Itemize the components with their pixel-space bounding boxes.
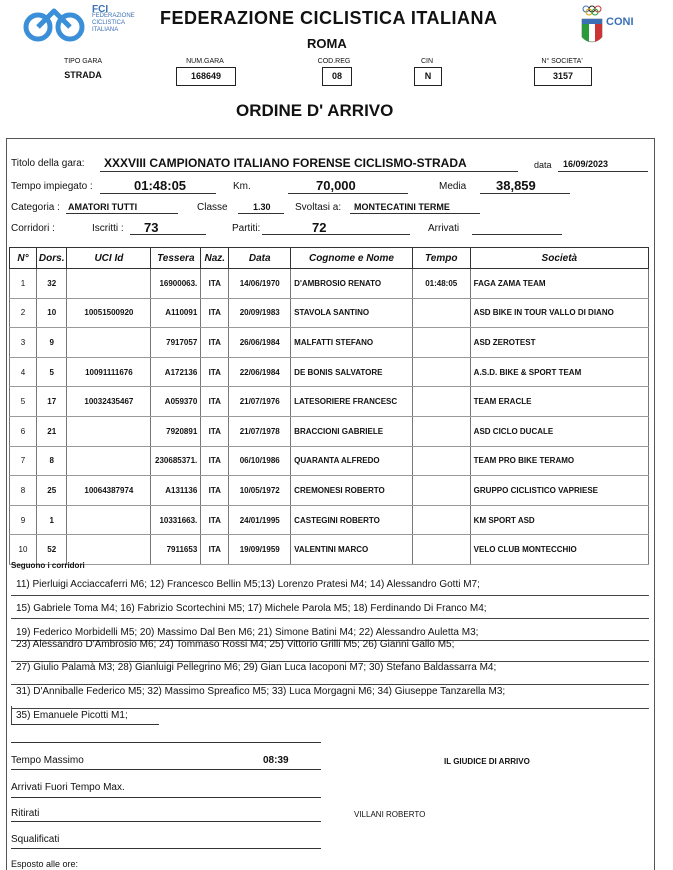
fci-sub-line: ITALIANA (92, 27, 119, 33)
categoria-value: AMATORI TUTTI (68, 202, 138, 212)
fci-sub-line: CICLISTICA (92, 20, 126, 26)
arrivati-underline (472, 234, 562, 235)
cell-time (412, 535, 470, 565)
cell-naz: ITA (201, 476, 229, 506)
titolo-label: Titolo della gara: (11, 158, 85, 169)
cell-time (412, 416, 470, 446)
giudice-label: IL GIUDICE DI ARRIVO (444, 757, 530, 766)
coni-text: CONI (606, 16, 634, 28)
table-row (10, 328, 649, 358)
cell-team: A.S.D. BIKE & SPORT TEAM (470, 357, 648, 387)
cell-tessera: 230685371. (151, 446, 201, 476)
svolta-underline (350, 213, 480, 214)
cell-team: ASD ZEROTEST (470, 328, 648, 358)
table-row (10, 446, 649, 476)
table-header-row (10, 248, 649, 269)
table-row (10, 476, 649, 506)
esposto-label: Esposto alle ore: (11, 859, 79, 869)
cell-dorsal: 9 (36, 328, 67, 358)
cell-tessera: A172136 (151, 357, 201, 387)
cell-dorsal: 17 (36, 387, 67, 417)
cell-name: DE BONIS SALVATORE (291, 357, 413, 387)
tempo-label: Tempo impiegato : (11, 181, 93, 192)
titolo-value: XXXVIII CAMPIONATO ITALIANO FORENSE CICLISMO-STRADA (104, 156, 467, 170)
cell-name: VALENTINI MARCO (291, 535, 413, 565)
seguono-box (11, 641, 649, 662)
cell-dorsal: 5 (36, 357, 67, 387)
col-header-tempo: Tempo (412, 248, 470, 269)
cell-tessera: 7911653 (151, 535, 201, 565)
data-value: 16/09/2023 (563, 159, 609, 169)
cell-naz: ITA (201, 416, 229, 446)
fci-bicycle-logo (20, 5, 90, 45)
cell-dorsal: 21 (36, 416, 67, 446)
cell-date: 22/06/1984 (229, 357, 291, 387)
cell-tessera: 7917057 (151, 328, 201, 358)
table-row (10, 416, 649, 446)
cell-name: QUARANTA ALFREDO (291, 446, 413, 476)
cell-team: FAGA ZAMA TEAM (470, 269, 648, 299)
cell-position: 1 (10, 269, 37, 299)
seguono-line: 35) Emanuele Picotti M1; (16, 710, 128, 721)
categoria-underline (66, 213, 178, 214)
svolta-value: MONTECATINI TERME (354, 202, 450, 212)
seguono-line: 11) Pierluigi Acciaccaferri M6; 12) Francesco Bellin M5;13) Lorenzo Pratesi M4; 14) Alessandro Gotti M7; (16, 579, 480, 590)
classe-underline (238, 213, 284, 214)
col-header-naz: Naz. (201, 248, 229, 269)
num-gara-label: NUM.GARA (186, 58, 224, 65)
cell-tessera: A110091 (151, 298, 201, 328)
col-header-nome: Cognome e Nome (291, 248, 413, 269)
cell-team: ASD BIKE IN TOUR VALLO DI DIANO (470, 298, 648, 328)
cell-uci-id (67, 416, 151, 446)
cell-tessera: 7920891 (151, 416, 201, 446)
cell-position: 7 (10, 446, 37, 476)
cod-reg-label: COD.REG (317, 58, 351, 65)
tipo-gara-value: STRADA (64, 70, 102, 80)
cell-date: 26/06/1984 (229, 328, 291, 358)
corridori-label: Corridori : (11, 223, 55, 234)
km-underline (288, 193, 408, 194)
tempo-massimo-value: 08:39 (263, 755, 289, 766)
cell-date: 24/01/1995 (229, 505, 291, 535)
cell-uci-id (67, 328, 151, 358)
table-row (10, 535, 649, 565)
cell-name: D'AMBROSIO RENATO (291, 269, 413, 299)
cell-team: ASD CICLO DUCALE (470, 416, 648, 446)
cell-time (412, 387, 470, 417)
col-header-n: N° (10, 248, 37, 269)
federation-title: FEDERAZIONE CICLISTICA ITALIANA (160, 8, 498, 28)
tipo-gara-label: TIPO GARA (63, 58, 103, 65)
col-header-societa: Società (470, 248, 648, 269)
cell-name: CASTEGINI ROBERTO (291, 505, 413, 535)
arrivati-label: Arrivati (428, 223, 460, 234)
cell-naz: ITA (201, 446, 229, 476)
cell-naz: ITA (201, 505, 229, 535)
partiti-value: 72 (312, 220, 327, 235)
fuori-tempo-underline (11, 797, 321, 798)
table-row (10, 269, 649, 299)
classe-label: Classe (197, 202, 228, 213)
col-header-tessera: Tessera (151, 248, 201, 269)
cell-uci-id (67, 505, 151, 535)
cell-position: 4 (10, 357, 37, 387)
table-row (10, 387, 649, 417)
squalificati-label: Squalificati (11, 834, 60, 845)
cell-dorsal: 1 (36, 505, 67, 535)
cell-naz: ITA (201, 328, 229, 358)
seguono-line: 15) Gabriele Toma M4; 16) Fabrizio Scortechini M5; 17) Michele Parola M5; 18) Ferdinando Di Franco M4; (16, 603, 487, 614)
cell-dorsal: 32 (36, 269, 67, 299)
tempo-massimo-underline (11, 769, 321, 770)
cell-naz: ITA (201, 535, 229, 565)
cell-time (412, 446, 470, 476)
table-row (10, 298, 649, 328)
results-table (9, 247, 649, 565)
cell-naz: ITA (201, 298, 229, 328)
num-gara-value: 168649 (176, 67, 236, 86)
titolo-underline (100, 171, 518, 172)
cell-date: 06/10/1986 (229, 446, 291, 476)
cell-time: 01:48:05 (412, 269, 470, 299)
cin-label: CIN (420, 58, 434, 65)
data-label: data (534, 160, 552, 170)
societa-label: N° SOCIETA' (541, 58, 583, 65)
media-label: Media (439, 181, 467, 192)
cell-dorsal: 52 (36, 535, 67, 565)
fci-acronym: FCI (92, 4, 109, 15)
cell-tessera: 16900063. (151, 269, 201, 299)
cell-uci-id: 10051500920 (67, 298, 151, 328)
cell-position: 9 (10, 505, 37, 535)
footer-divider (11, 742, 321, 743)
cell-dorsal: 25 (36, 476, 67, 506)
cell-team: TEAM ERACLE (470, 387, 648, 417)
tempo-underline (100, 193, 216, 194)
cod-reg-value: 08 (322, 67, 352, 86)
data-underline (558, 171, 648, 172)
iscritti-label: Iscritti : (92, 223, 124, 234)
cell-date: 10/05/1972 (229, 476, 291, 506)
cell-time (412, 298, 470, 328)
partiti-underline (262, 234, 410, 235)
table-row (10, 357, 649, 387)
cell-name: CREMONESI ROBERTO (291, 476, 413, 506)
cell-uci-id (67, 446, 151, 476)
cell-name: MALFATTI STEFANO (291, 328, 413, 358)
ritirati-label: Ritirati (11, 808, 40, 819)
ritirati-underline (11, 821, 321, 822)
cell-time (412, 328, 470, 358)
cell-time (412, 476, 470, 506)
categoria-label: Categoria : (11, 202, 60, 213)
iscritti-underline (130, 234, 206, 235)
fci-sub-line: FEDERAZIONE (92, 13, 135, 19)
cell-uci-id (67, 535, 151, 565)
giudice-name: VILLANI ROBERTO (354, 810, 426, 819)
tempo-massimo-label: Tempo Massimo (11, 755, 84, 766)
cell-date: 14/06/1970 (229, 269, 291, 299)
fuori-tempo-label: Arrivati Fuori Tempo Max. (11, 782, 125, 793)
cell-team: KM SPORT ASD (470, 505, 648, 535)
cell-tessera: A059370 (151, 387, 201, 417)
media-value: 38,859 (496, 178, 536, 193)
cell-name: STAVOLA SANTINO (291, 298, 413, 328)
seguono-line: 23) Alessandro D'Ambrosio M6; 24) Tommaso Rossi M4; 25) Vittorio Grilli M5; 26) Gianni Gallo M5; (16, 639, 455, 650)
cell-tessera: A131136 (151, 476, 201, 506)
svolta-label: Svoltasi a: (295, 202, 342, 213)
document-title: ORDINE D' ARRIVO (236, 101, 394, 120)
col-header-data: Data (229, 248, 291, 269)
cell-dorsal: 8 (36, 446, 67, 476)
cell-naz: ITA (201, 357, 229, 387)
coni-logo-icon (580, 3, 604, 49)
cell-date: 20/09/1983 (229, 298, 291, 328)
cell-position: 3 (10, 328, 37, 358)
seguono-end-underline (11, 724, 159, 725)
societa-value: 3157 (534, 67, 592, 86)
col-header-uci: UCI Id (67, 248, 151, 269)
cin-value: N (414, 67, 442, 86)
cell-naz: ITA (201, 269, 229, 299)
cell-position: 10 (10, 535, 37, 565)
km-value: 70,000 (316, 178, 356, 193)
cell-uci-id: 10032435467 (67, 387, 151, 417)
km-label: Km. (233, 181, 251, 192)
cell-uci-id: 10064387974 (67, 476, 151, 506)
classe-value: 1.30 (253, 202, 271, 212)
cell-position: 6 (10, 416, 37, 446)
cell-name: LATESORIERE FRANCESC (291, 387, 413, 417)
col-header-dors: Dors. (36, 248, 67, 269)
cell-team: VELO CLUB MONTECCHIO (470, 535, 648, 565)
cell-position: 2 (10, 298, 37, 328)
cell-date: 19/09/1959 (229, 535, 291, 565)
seguono-line: 27) Giulio Palamà M3; 28) Gianluigi Pellegrino M6; 29) Gian Luca Iacoponi M7; 30) Stefano Baldassarra M4; (16, 662, 497, 673)
seguono-line: 19) Federico Morbidelli M5; 20) Massimo Dal Ben M6; 21) Simone Batini M4; 22) Alessandro Auletta M3; (16, 627, 479, 638)
table-row (10, 505, 649, 535)
fci-logo-text (92, 6, 152, 34)
cell-position: 8 (10, 476, 37, 506)
cell-date: 21/07/1976 (229, 387, 291, 417)
cell-team: GRUPPO CICLISTICO VAPRIESE (470, 476, 648, 506)
cell-time (412, 357, 470, 387)
cell-dorsal: 10 (36, 298, 67, 328)
seguono-box (11, 706, 12, 725)
tempo-value: 01:48:05 (134, 178, 187, 193)
partiti-label: Partiti: (232, 223, 261, 234)
city-title: ROMA (307, 36, 347, 51)
cell-uci-id: 10091111676 (67, 357, 151, 387)
squalificati-underline (11, 848, 321, 849)
cell-team: TEAM PRO BIKE TERAMO (470, 446, 648, 476)
cell-position: 5 (10, 387, 37, 417)
cell-tessera: 10331663. (151, 505, 201, 535)
iscritti-value: 73 (144, 220, 159, 235)
cell-time (412, 505, 470, 535)
cell-naz: ITA (201, 387, 229, 417)
media-underline (480, 193, 570, 194)
cell-name: BRACCIONI GABRIELE (291, 416, 413, 446)
seguono-label: Seguono i corridori (11, 561, 85, 570)
cell-date: 21/07/1978 (229, 416, 291, 446)
seguono-line: 31) D'Anniballe Federico M5; 32) Massimo Spreafico M5; 33) Luca Morgagni M6; 34) Giuseppe Tanzarella M3; (16, 686, 506, 697)
cell-uci-id (67, 269, 151, 299)
